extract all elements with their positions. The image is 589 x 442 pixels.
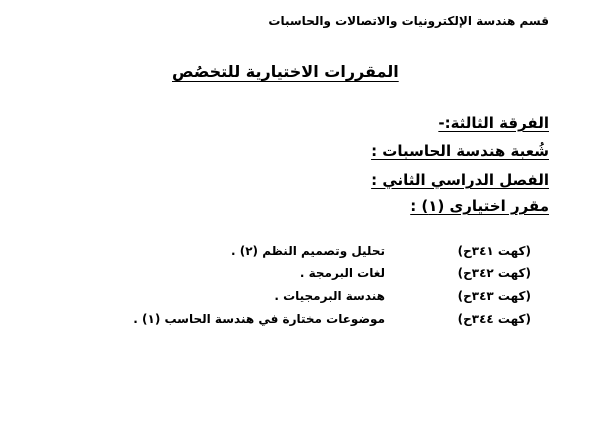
page-title: المقررات الاختيارية للتخصُص bbox=[172, 62, 399, 81]
elective-heading: مقرر اختيارى (١) : bbox=[410, 197, 549, 215]
course-name: هندسة البرمجيات . bbox=[274, 289, 385, 303]
course-name: تحليل وتصميم النظم (٢) . bbox=[230, 244, 385, 258]
department-name: قسم هندسة الإلكترونيات والاتصالات والحاسبات bbox=[268, 14, 549, 28]
course-code: (كهت ٣٤٣ح) bbox=[457, 289, 531, 303]
course-row bbox=[51, 289, 531, 307]
course-code: (كهت ٣٤٢ح) bbox=[457, 266, 531, 280]
branch-heading: شُعبة هندسة الحاسبات : bbox=[371, 142, 549, 160]
course-row bbox=[51, 266, 531, 284]
course-code: (كهت ٣٤١ح) bbox=[457, 244, 531, 258]
course-row bbox=[51, 312, 531, 330]
course-name: موضوعات مختارة في هندسة الحاسب (١) . bbox=[133, 312, 385, 326]
year-heading: الفرقة الثالثة:- bbox=[438, 114, 549, 132]
course-row bbox=[51, 244, 531, 262]
course-code: (كهت ٣٤٤ح) bbox=[457, 312, 531, 326]
term-heading: الفصل الدراسي الثاني : bbox=[371, 171, 549, 189]
course-name: لغات البرمجة . bbox=[299, 266, 385, 280]
